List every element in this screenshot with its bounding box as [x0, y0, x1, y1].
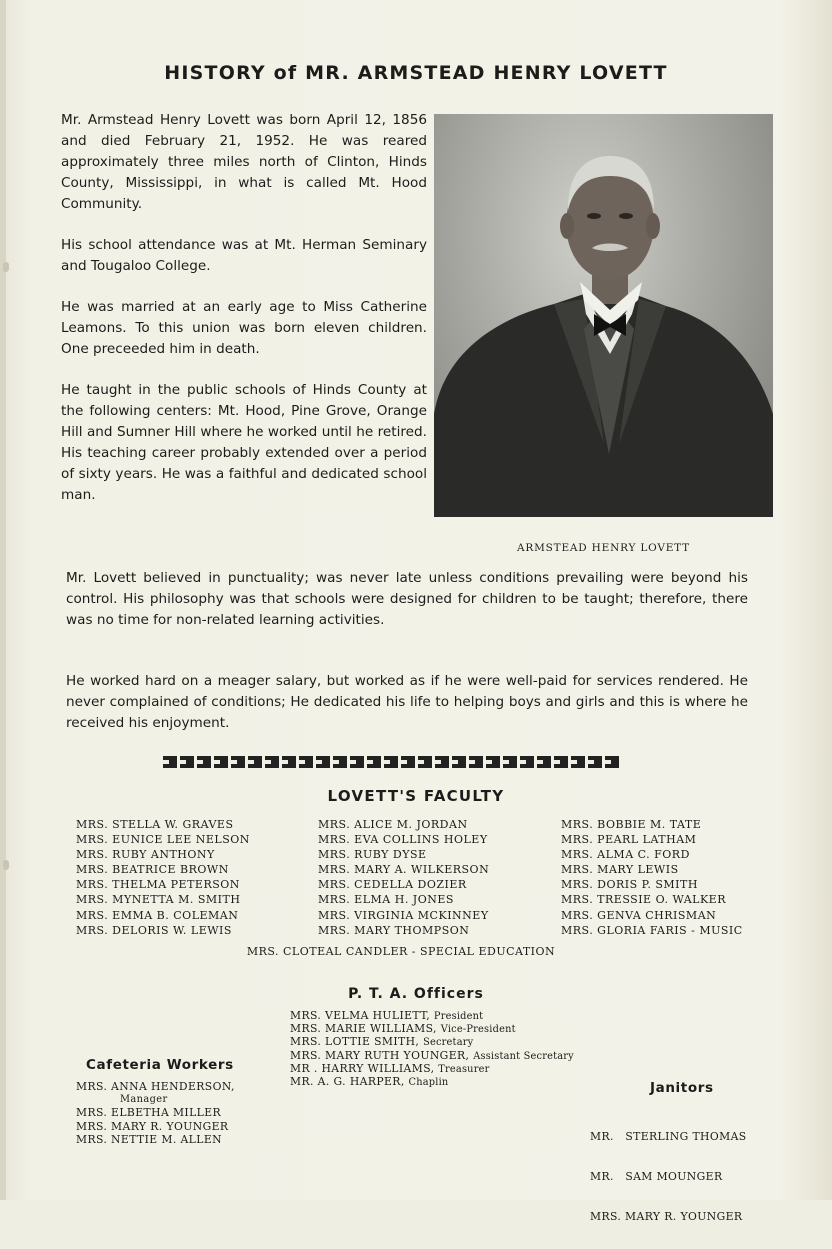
faculty-name: MRS. GENVA CHRISMAN: [561, 908, 717, 922]
faculty-name: MRS. VIRGINIA MCKINNEY: [318, 908, 489, 922]
faculty-name: MRS. MARY LEWIS: [561, 863, 679, 877]
faculty-heading: LOVETT'S FACULTY: [327, 787, 505, 805]
pta-officer: MRS. MARY RUTH YOUNGER, Assistant Secretary: [290, 1048, 574, 1062]
pta-officer: MRS. LOTTIE SMITH, Secretary: [290, 1035, 474, 1049]
faculty-column-1: [76, 817, 250, 938]
janitors-heading: Janitors: [650, 1080, 714, 1096]
janitor-name: MRS. MARY R. YOUNGER: [590, 1209, 743, 1223]
janitors-list: [590, 1104, 747, 1249]
faculty-name: MRS. THELMA PETERSON: [76, 878, 240, 892]
pta-officer: MR . HARRY WILLIAMS, Treasurer: [290, 1061, 490, 1075]
faculty-name: MRS. MARY THOMPSON: [318, 923, 470, 937]
faculty-name: MRS. EMMA B. COLEMAN: [76, 908, 239, 922]
faculty-column-2: [318, 817, 489, 938]
faculty-name: MRS. PEARL LATHAM: [561, 833, 697, 847]
cafeteria-list: [76, 1080, 235, 1146]
cafeteria-worker: MRS. MARY R. YOUNGER: [76, 1119, 229, 1133]
cafeteria-worker: MRS. ELBETHA MILLER: [76, 1106, 222, 1120]
faculty-name: MRS. CEDELLA DOZIER: [318, 878, 467, 892]
body-paragraph: Mr. Lovett believed in punctuality; was never late unless conditions prevailing were beyond his control. His philosophy was that schools were designed for children to be taught; therefore, there was no time for non-related learning activities.: [66, 570, 748, 628]
pta-officer: MRS. MARIE WILLIAMS, Vice-President: [290, 1022, 516, 1036]
faculty-column-3: [561, 817, 743, 938]
pta-officers-list: [290, 1009, 574, 1088]
cafeteria-worker: MRS. ANNA HENDERSON,: [76, 1080, 235, 1093]
photo-caption: ARMSTEAD HENRY LOVETT: [517, 542, 690, 554]
faculty-name: MRS. DORIS P. SMITH: [561, 878, 698, 892]
faculty-name: MRS. EVA COLLINS HOLEY: [318, 833, 488, 847]
faculty-name: MRS. DELORIS W. LEWIS: [76, 923, 232, 937]
bio-paragraph: He was married at an early age to Miss Catherine Leamons. To this union was born eleven children. One preceeded him in death.: [61, 299, 427, 357]
faculty-name: MRS. MARY A. WILKERSON: [318, 863, 490, 877]
bio-paragraph: He taught in the public schools of Hinds County at the following centers: Mt. Hood, Pine Grove, Orange Hill and Sumner Hill where he worked until he retired. His teaching career probably extended over a period of sixty years. He was a faithful and dedicated school man.: [61, 382, 427, 503]
bio-paragraph: Mr. Armstead Henry Lovett was born April 12, 1856 and died February 21, 1952. He was reared approximately three miles north of Clinton, Hinds County, Mississippi, in what is called Mt. Hood Community.: [61, 112, 427, 212]
binding-hole: [3, 262, 9, 272]
cafeteria-heading: Cafeteria Workers: [86, 1057, 234, 1073]
page-title: HISTORY of MR. ARMSTEAD HENRY LOVETT: [164, 62, 668, 84]
bio-paragraph: His school attendance was at Mt. Herman Seminary and Tougaloo College.: [61, 237, 427, 274]
cafeteria-role: Manager: [120, 1094, 168, 1106]
faculty-name: MRS. BOBBIE M. TATE: [561, 818, 702, 831]
faculty-name: MRS. RUBY ANTHONY: [76, 848, 215, 862]
faculty-name: MRS. MYNETTA M. SMITH: [76, 893, 241, 907]
pta-officer: MR. A. G. HARPER, Chaplin: [290, 1074, 449, 1088]
faculty-name: MRS. STELLA W. GRAVES: [76, 818, 234, 831]
body-paragraph: He worked hard on a meager salary, but worked as if he were well-paid for services rendered. He never complained of conditions; He dedicated his life to helping boys and girls and this is where he received his enjoyment.: [66, 673, 748, 731]
cafeteria-worker: MRS. NETTIE M. ALLEN: [76, 1132, 222, 1146]
janitor-name: MR. STERLING THOMAS: [590, 1130, 747, 1144]
binding-hole: [3, 860, 9, 870]
faculty-name: MRS. RUBY DYSE: [318, 848, 427, 862]
biography-column: [61, 110, 427, 526]
faculty-name: MRS. ELMA H. JONES: [318, 893, 454, 907]
faculty-name: MRS. BEATRICE BROWN: [76, 863, 229, 877]
janitor-name: MR. SAM MOUNGER: [590, 1170, 723, 1183]
faculty-name: MRS. TRESSIE O. WALKER: [561, 893, 726, 907]
faculty-name: MRS. ALMA C. FORD: [561, 848, 690, 862]
faculty-name: MRS. GLORIA FARIS - MUSIC: [561, 923, 743, 937]
portrait-illustration: [434, 114, 773, 517]
salary-paragraph: [66, 671, 748, 734]
chain-divider: [163, 756, 622, 768]
special-education-line: MRS. CLOTEAL CANDLER - SPECIAL EDUCATION: [246, 945, 556, 958]
portrait-photo: [434, 114, 773, 517]
faculty-name: MRS. EUNICE LEE NELSON: [76, 833, 250, 847]
faculty-name: MRS. ALICE M. JORDAN: [318, 818, 468, 831]
page-binding-edge: [0, 0, 6, 1200]
pta-heading: P. T. A. Officers: [348, 986, 484, 1002]
punctuality-paragraph: [66, 568, 748, 631]
pta-officer: MRS. VELMA HULIETT, President: [290, 1009, 484, 1022]
